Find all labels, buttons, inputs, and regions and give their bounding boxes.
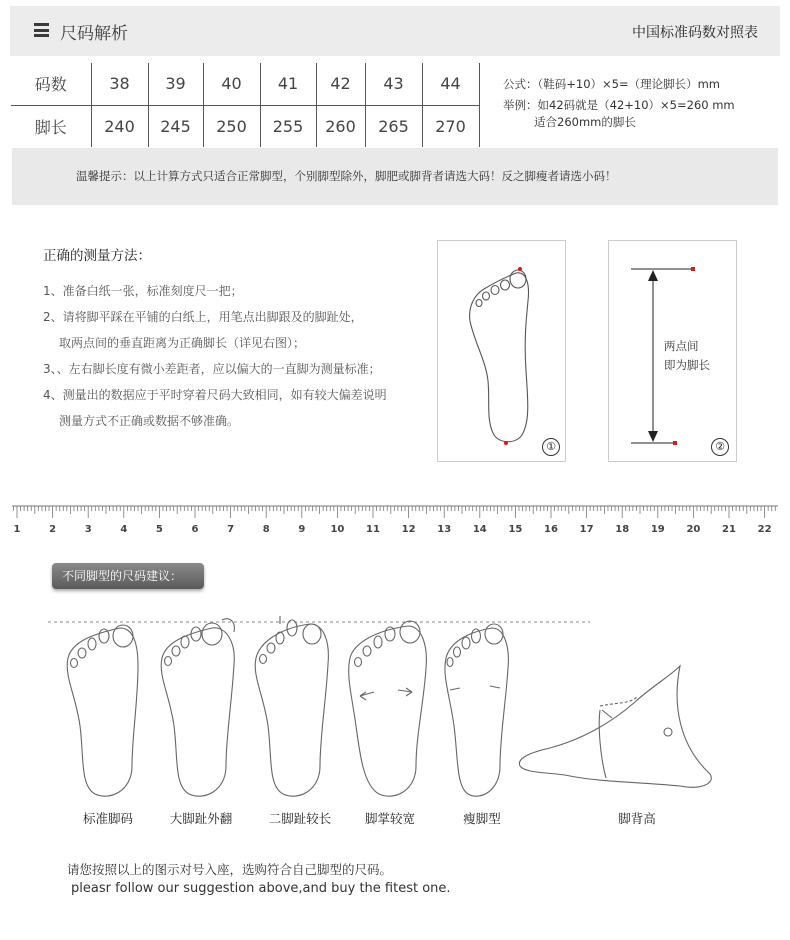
ruler-label: 9: [298, 524, 306, 535]
table-cell: 260: [316, 105, 365, 147]
method-step: 2、请将脚平踩在平铺的白纸上，用笔点出脚跟及的脚趾处，: [43, 310, 363, 324]
ruler-label: 19: [650, 524, 665, 535]
ruler-label: 4: [120, 524, 128, 535]
ruler-label: 18: [615, 524, 630, 535]
ruler-scale: [12, 502, 778, 538]
ruler-label: 21: [722, 524, 736, 535]
foot-outline-icon: [438, 241, 567, 463]
table-cell: 270: [422, 105, 479, 147]
measure-diagram: [608, 240, 737, 462]
table-cell: 245: [148, 105, 203, 147]
menu-icon: [34, 23, 49, 37]
diagram-number-1: ①: [542, 438, 560, 456]
page-header: [10, 6, 780, 56]
table-cell: 42: [316, 63, 365, 105]
tip-banner: [12, 148, 778, 205]
table-row: [11, 105, 479, 147]
table-cell: 41: [260, 63, 316, 105]
foot-outline-diagram: [437, 240, 566, 462]
foot-label-wide: 脚掌较宽: [364, 811, 415, 826]
foot-label-bunion: 大脚趾外翻: [169, 811, 233, 826]
slim-foot-icon: [445, 624, 508, 796]
standard-foot-icon: [67, 625, 138, 796]
method-step: 取两点间的垂直距离为正确脚长（详见右图）；: [59, 336, 306, 350]
bunion-foot-icon: [161, 619, 234, 796]
measure-method: [43, 244, 387, 434]
table-row: [11, 63, 479, 105]
size-table: [11, 63, 480, 147]
foot-label-high-instep: 脚背高: [618, 811, 656, 826]
formula-block: [503, 74, 735, 133]
ruler-label: 14: [472, 524, 487, 535]
foot-label-long-toe: 二脚趾较长: [268, 811, 332, 826]
method-title: 正确的测量方法：: [43, 248, 151, 264]
ruler-label: 20: [686, 524, 701, 535]
method-step: 4、测量出的数据应于平时穿着尺码大致相同，如有较大偏差说明: [43, 388, 387, 402]
page-title: 尺码解析: [60, 24, 128, 44]
foot-types-illustration: [40, 606, 760, 806]
high-instep-foot-icon: [519, 666, 711, 787]
ruler-label: 22: [757, 524, 772, 535]
example-line: 举例：如42码就是（42+10）×5=260 mm: [503, 98, 735, 112]
foot-label-slim: 瘦脚型: [463, 811, 501, 826]
method-step: 3、、左右脚长度有微小差距者，应以偏大的一直脚为测量标准；: [43, 362, 381, 376]
ruler: [12, 502, 778, 538]
ruler-label: 2: [49, 524, 57, 535]
ruler-label: 10: [330, 524, 345, 535]
row-label: 码数: [11, 63, 91, 105]
ruler-label: 17: [579, 524, 594, 535]
ruler-label: 8: [262, 524, 270, 535]
table-cell: 265: [365, 105, 422, 147]
table-cell: 255: [260, 105, 316, 147]
ruler-label: 7: [227, 524, 235, 535]
example-note: 适合260mm的脚长: [534, 115, 636, 129]
ruler-label: 12: [401, 524, 416, 535]
ruler-label: 1: [13, 524, 21, 535]
ruler-label: 16: [544, 524, 558, 535]
measure-note-1: 两点间: [664, 339, 699, 353]
ruler-label: 11: [366, 524, 380, 535]
bottom-note: [67, 860, 451, 898]
page-subtitle: 中国标准码数对照表: [632, 25, 758, 41]
foot-label-standard: 标准脚码: [82, 811, 133, 826]
table-cell: 38: [91, 63, 148, 105]
method-step: 1、准备白纸一张，标准刻度尺一把；: [43, 284, 243, 298]
wide-foot-icon: [349, 621, 427, 796]
suggestion-title: 不同脚型的尺码建议：: [52, 563, 204, 589]
row-label: 脚长: [34, 117, 67, 137]
diagram-number-2: ②: [711, 438, 729, 456]
table-cell: 40: [203, 63, 260, 105]
method-step: 测量方式不正确或数据不够准确。: [59, 414, 240, 428]
table-cell: 43: [365, 63, 422, 105]
formula-line: 公式：（鞋码+10）×5=（理论脚长）mm: [503, 77, 721, 91]
measure-note-2: 即为脚长: [664, 358, 710, 372]
ruler-label: 6: [191, 524, 199, 535]
table-cell: 250: [203, 105, 260, 147]
ruler-label: 13: [437, 524, 452, 535]
bottom-note-cn: 请您按照以上的图示对号入座，选购符合自己脚型的尺码。: [67, 862, 393, 877]
table-cell: 240: [91, 105, 148, 147]
ruler-label: 15: [508, 524, 523, 535]
table-cell: 44: [422, 63, 479, 105]
long-second-toe-foot-icon: [255, 616, 328, 796]
ruler-label: 5: [155, 524, 163, 535]
ruler-label: 3: [84, 524, 92, 535]
tip-text: 温馨提示：以上计算方式只适合正常脚型，个别脚型除外，脚肥或脚背者请选大码！反之脚瘦者请选小码！: [76, 169, 617, 183]
bottom-note-en: pleasr follow our suggestion above,and buy the fitest one.: [71, 881, 451, 896]
table-cell: 39: [148, 63, 203, 105]
